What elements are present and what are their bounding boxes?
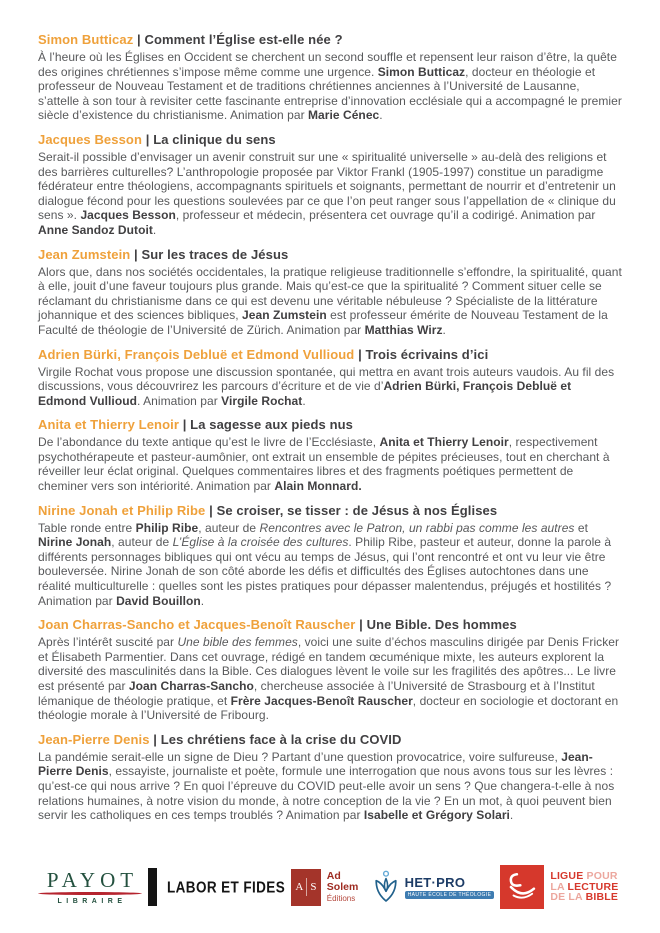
entry-heading — [38, 347, 622, 363]
text-run: , voici une suite d’échos masculins dirigée par Denis Fricker et Élisabeth Parmentier. Dans cet ouvrage, rédigé en tandem œcuménique mixte, les auteurs explorent la diversité des masculinités dans la Bible. Ces dialogues lèvent le voile sur les fragilités des apôtres... Le livre est présenté par — [38, 635, 620, 693]
text-run: , docteur en théologie et professeur de Nouveau Testament et de traditions chrétiennes anciennes à l’Université de Lausanne, s’attelle à son tour à revisiter cette fascinante entreprise d’innovation ecclésiale qui a accompagné le premier siècle d’existence du christianisme. Animation par — [38, 64, 622, 123]
entry-title: La sagesse aux pieds nus — [190, 417, 353, 433]
text-run: . — [152, 222, 157, 237]
bold-name: Isabelle et Grégory Solari — [363, 808, 510, 823]
entry-authors: Joan Charras-Sancho et Jacques-Benoît Rauscher — [38, 617, 356, 633]
entry-title: Comment l’Église est-elle née ? — [144, 32, 343, 47]
bold-name: Nirine Jonah — [38, 535, 112, 550]
het-pro-logo — [372, 869, 495, 905]
payot-divider-line — [38, 892, 142, 895]
bold-name: Anita et Thierry Lenoir — [379, 435, 509, 450]
entry-description — [38, 50, 622, 123]
program-entry — [38, 732, 622, 823]
text-run: , docteur en sociologie et doctorant en théologie morale à l’Université de Fribourg. — [38, 693, 619, 723]
program-entry — [38, 247, 622, 338]
entry-title: La clinique du sens — [153, 131, 276, 147]
bold-name: Jean Zumstein — [242, 308, 327, 323]
text-run: , auteur de — [111, 535, 173, 550]
bold-name: Jacques Besson — [80, 208, 176, 223]
entry-title: Trois écrivains d’ici — [365, 346, 489, 362]
text-run: . — [442, 322, 446, 337]
ligue-wordmark: LIGUE POUR LA LECTURE DE LA BIBLE — [550, 870, 619, 904]
entry-heading — [38, 732, 622, 748]
partner-logos-footer — [38, 855, 622, 919]
entry-authors: Anita et Thierry Lenoir — [38, 417, 179, 433]
labor-et-fides-icon — [148, 868, 160, 906]
bold-name: Anne Sandoz Dutoit — [38, 222, 153, 237]
text-run: . — [200, 593, 205, 608]
bold-name: Alain Monnard. — [274, 479, 362, 494]
payot-subtitle: LIBRAIRE — [57, 898, 127, 905]
entry-heading — [38, 247, 622, 263]
text-run: À l’heure où les Églises en Occident se cherchent un second souffle et repensent leur raison d’être, la quête des origines chrétiennes s’impose même comme une urgence. — [38, 50, 617, 79]
payot-wordmark: PAYOT — [46, 868, 139, 892]
het-pro-tulip-icon — [372, 869, 400, 905]
bold-name: Philip Ribe — [135, 520, 199, 535]
text-run: . — [379, 108, 383, 123]
italic-book-title: Une bible des femmes — [177, 635, 298, 650]
program-entry — [38, 617, 622, 723]
labor-et-fides-wordmark: LABOR ET FIDES — [167, 878, 286, 896]
text-run: , professeur et médecin, présentera cet ouvrage qu’il a codirigé. Animation par — [175, 208, 596, 223]
entry-authors: Jacques Besson — [38, 131, 143, 147]
bold-name: Simon Butticaz — [377, 64, 466, 79]
heading-separator: | — [205, 502, 217, 518]
text-run: , respectivement psychothérapeute et pasteur-aumônier, ont extrait un ensemble de pépites précieuses, tout en cherchant à réveiller leur éclat original. Quelques commentaires libres et des fragments poétiques permettent de cheminer vers son intériorité. Animation par — [38, 435, 610, 494]
italic-book-title: Rencontres avec le Patron, un rabbi pas comme les autres — [259, 520, 575, 535]
entry-description — [38, 435, 622, 493]
entry-description — [38, 521, 622, 609]
text-run: est professeur émérite de Nouveau Testament de la Faculté de théologie de l’Université de Zürich. Animation par — [38, 308, 608, 337]
entry-heading — [38, 132, 622, 148]
heading-separator: | — [130, 246, 142, 262]
program-entry — [38, 32, 622, 123]
entry-title: Sur les traces de Jésus — [141, 246, 289, 262]
text-run: Alors que, dans nos sociétés occidentales, la pratique religieuse traditionnelle s’effondre, la spiritualité, quant à elle, jouit d’une faveur toujours plus grande. Mais qu’est-ce que la spiritualité ? Comment situer celle se réclamant du christianisme dans ce qui est devenu une véritable nébuleuse ? Spécialiste de la littérature johannique et des sciences bibliques, — [38, 264, 622, 323]
ad-solem-monogram: A S — [291, 869, 321, 906]
entry-description — [38, 365, 622, 409]
entry-description — [38, 635, 622, 723]
bold-name: David Bouillon — [116, 593, 201, 608]
bold-name: Matthias Wirz — [364, 322, 443, 337]
text-run: Table ronde entre — [38, 520, 136, 535]
entry-title: Une Bible. Des hommes — [366, 617, 517, 633]
labor-et-fides-logo — [148, 868, 285, 906]
entry-heading — [38, 503, 622, 519]
heading-separator: | — [355, 617, 367, 633]
text-run: . Philip Ribe, pasteur et auteur, donne la parole à différents personnages bibliques qui ont vécu au temps de Jésus, qui l’ont rencontré et ont vu leur vie être bouleversée. Nirine Jonah de son côté aborde les défis et difficultés des Églises autochtones dans une réalité multiculturelle : quelles sont les pistes pratiques pour dépasser malentendus, préjugés et hostilités ? Animation par — [38, 535, 612, 608]
text-run: La pandémie serait-elle un signe de Dieu ? Partant d’une question provocatrice, voire sulfureuse, — [38, 749, 562, 764]
bold-name: Joan Charras-Sancho — [128, 679, 254, 693]
entry-title: Se croiser, se tisser : de Jésus à nos Églises — [216, 502, 498, 518]
bold-name: Marie Cénec — [308, 108, 380, 123]
text-run: . Animation par — [136, 393, 222, 408]
italic-book-title: L’Église à la croisée des cultures — [172, 535, 349, 550]
text-run: De l’abondance du texte antique qu’est le livre de l’Ecclésiaste, — [38, 435, 380, 450]
ad-solem-logo — [291, 869, 366, 906]
entry-title: Les chrétiens face à la crise du COVID — [160, 731, 402, 747]
entry-description — [38, 265, 622, 338]
payot-logo — [38, 869, 142, 905]
bold-name: Frère Jacques-Benoît Rauscher — [230, 693, 413, 708]
entry-authors: Jean-Pierre Denis — [38, 731, 150, 747]
heading-separator: | — [354, 346, 366, 362]
entry-heading — [38, 32, 622, 48]
text-run: . — [302, 393, 306, 408]
text-run: , essayiste, journaliste et poète, formule une interrogation que nous avons tous sur les lèvres : qu’est-ce qui nous arrive ? En quoi l’épreuve du COVID peut-elle avoir un sens ? Que changera-t-elle à nos relations humaines, à notre vision du monde, à notre conception de la vie ? En un mot, à quoi peuvent bien servir les catholiques en ces temps troublés ? Animation par — [38, 764, 615, 823]
heading-separator: | — [142, 131, 154, 147]
entry-heading — [38, 417, 622, 433]
heading-separator: | — [133, 32, 145, 47]
ligue-lecture-bible-logo — [500, 865, 618, 909]
program-entry — [38, 417, 622, 493]
entry-description — [38, 150, 622, 238]
text-run: , auteur de — [198, 520, 260, 535]
program-list — [38, 32, 622, 832]
text-run: et — [574, 520, 588, 535]
entry-authors: Adrien Bürki, François Debluë et Edmond Vullioud — [38, 346, 355, 362]
heading-separator: | — [179, 417, 191, 433]
text-run: Après l’intérêt suscité par — [38, 635, 178, 650]
program-entry — [38, 503, 622, 609]
text-run: . — [509, 808, 514, 823]
program-entry — [38, 132, 622, 238]
bold-name: Jean-Pierre Denis — [38, 749, 593, 779]
entry-heading — [38, 617, 622, 633]
text-run: Serait-il possible d’envisager un avenir construit sur une « spiritualité universelle » au-delà des religions et des barrières culturelles? L’anthropologie proposée par Viktor Frankl (1905-1997) constitue un paradigme fédérateur entre théologiens, accompagnants spirituels et soignants, permettant de nourrir et d’entretenir un dialogue fécond pour les questions soulevées par ce que l’on peut ranger sous l’appellation de « clinique du sens ». — [38, 149, 616, 223]
text-run: Virgile Rochat vous propose une discussion spontanée, qui mettra en avant trois auteurs vaudois. Au fil des discussions, vous découvrirez les parcours d’écriture et de vie d’ — [38, 364, 615, 394]
het-pro-subtitle: HAUTE ÉCOLE DE THÉOLOGIE — [405, 891, 495, 899]
bold-name: Adrien Bürki, François Debluë et Edmond Vullioud — [38, 379, 572, 408]
het-pro-wordmark: HET·PRO — [404, 874, 466, 890]
ligue-icon — [500, 865, 544, 909]
entry-authors: Simon Butticaz — [38, 32, 134, 47]
ad-solem-subtitle: Éditions — [326, 893, 356, 903]
heading-separator: | — [149, 731, 161, 747]
text-run: , chercheuse associée à l’Université de Strasbourg et à l’Institut lémanique de théologie pratique, et — [38, 679, 595, 708]
entry-authors: Jean Zumstein — [38, 246, 131, 262]
entry-description — [38, 750, 622, 823]
bold-name: Virgile Rochat — [221, 393, 303, 408]
entry-authors: Nirine Jonah et Philip Ribe — [38, 502, 206, 518]
ad-solem-wordmark: Ad Solem — [326, 869, 359, 893]
program-entry — [38, 347, 622, 409]
